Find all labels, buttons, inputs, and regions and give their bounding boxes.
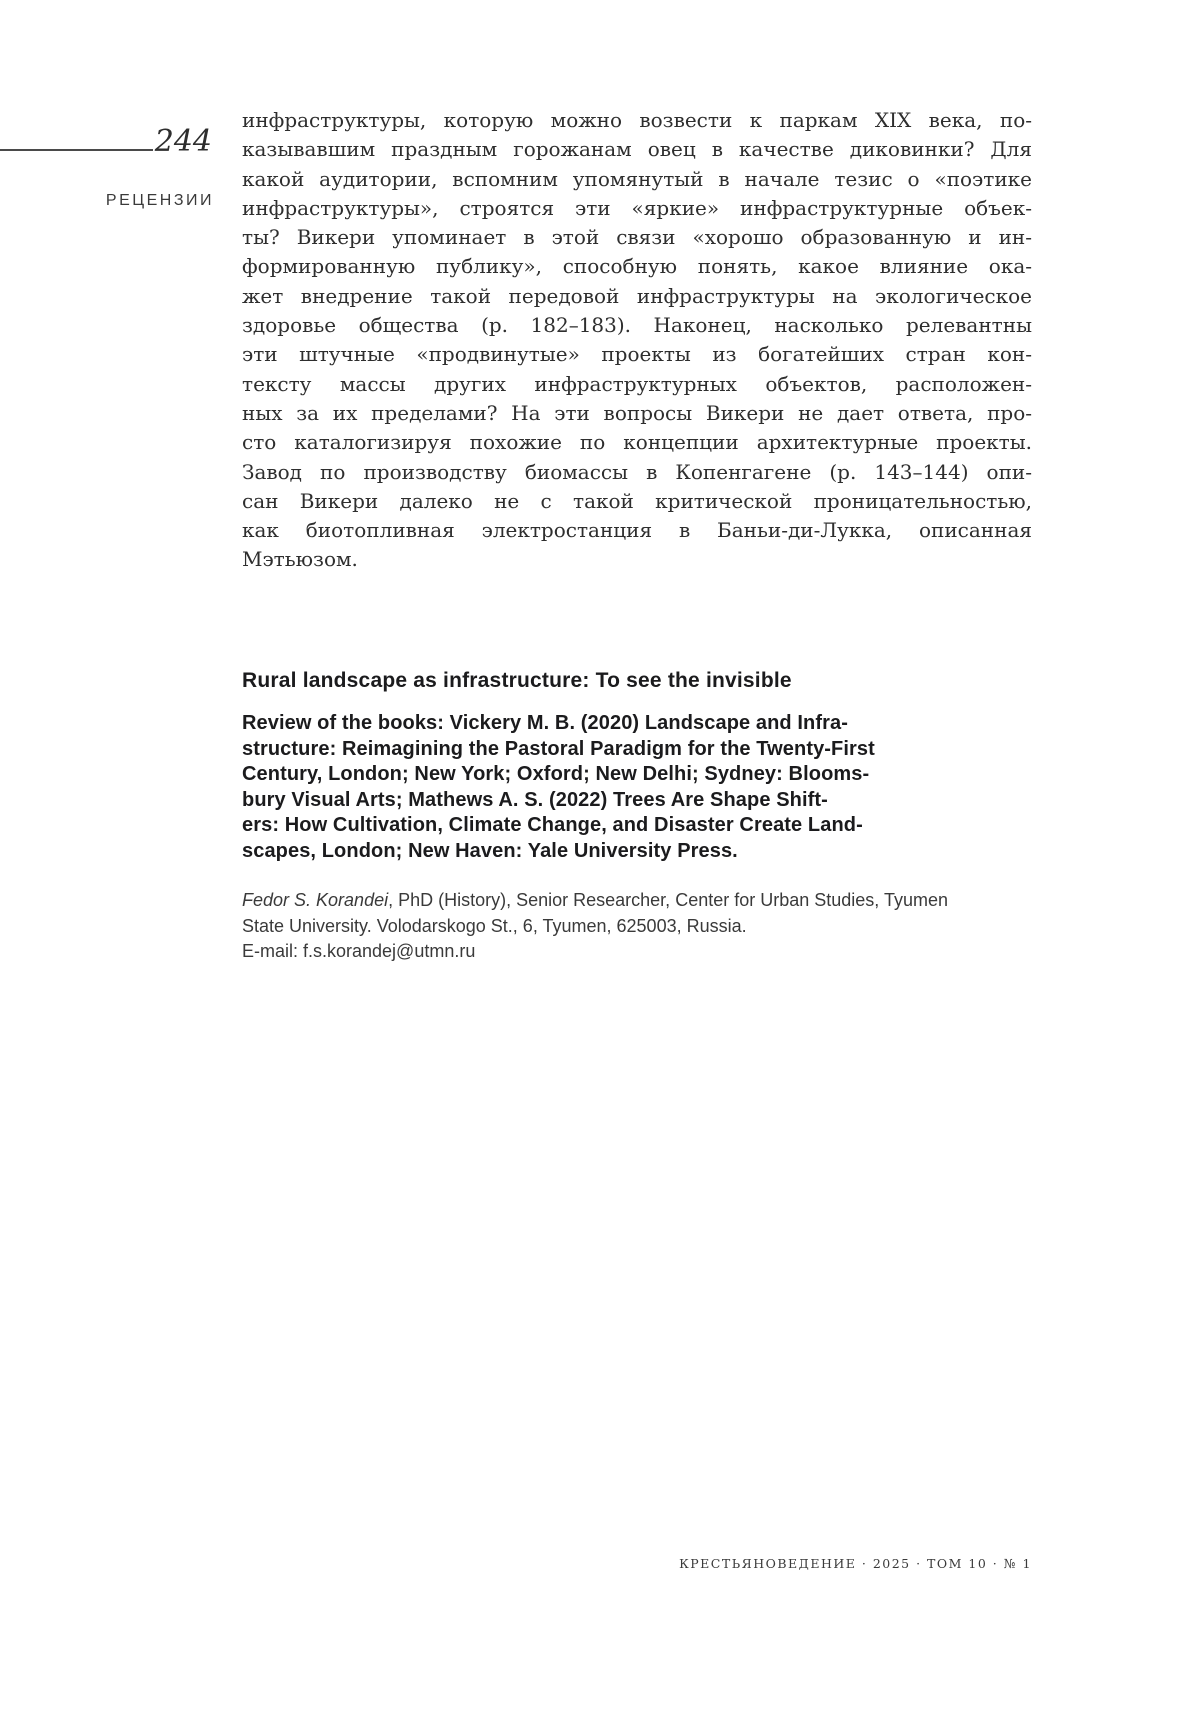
paragraph-line: ты? Викери упоминает в этой связи «хорошо образованную и ин- (242, 225, 1032, 250)
review-body-paragraph (242, 106, 1032, 575)
author-line (242, 888, 1032, 914)
paragraph-line: формированную публику», способную понять, какое влияние ока- (242, 254, 1032, 279)
paragraph-line: Мэтьюзом. (242, 547, 358, 572)
paragraph-line: здоровье общества (p. 182–183). Наконец, насколько релевантны (242, 313, 1032, 338)
author-name: Fedor S. Korandei (242, 890, 389, 910)
citation-line: Century, London; New York; Oxford; New Delhi; Sydney: Blooms- (242, 763, 870, 785)
author-address: State University. Volodarskogo St., 6, Tyumen, 625003, Russia. (242, 915, 747, 936)
page-number: 244 (154, 124, 212, 159)
paragraph-line: инфраструктуры», строятся эти «яркие» инфраструктурные объек- (242, 195, 1032, 220)
author-email: E-mail: f.s.korandej@utmn.ru (242, 941, 476, 962)
citation-line: structure: Reimagining the Pastoral Paradigm for the Twenty-First (242, 737, 875, 760)
paragraph-line: сто каталогизируя похожие по концепции архитектурные проекты. (242, 430, 1032, 455)
author-affiliation: , PhD (History), Senior Researcher, Center for Urban Studies, Tyumen (388, 890, 948, 910)
paragraph-line: Завод по производству биомассы в Копенгагене (p. 143–144) опи- (242, 459, 1032, 484)
citation-line: bury Visual Arts; Mathews A. S. (2022) Trees Are Shape Shift- (242, 788, 828, 811)
paragraph-line: эти штучные «продвинутые» проекты из богатейших стран кон- (242, 342, 1032, 367)
paragraph-line: жет внедрение такой передовой инфраструктуры на экологическое (242, 283, 1032, 308)
journal-footer: КРЕСТЬЯНОВЕДЕНИЕ · 2025 · ТОМ 10 · № 1 (679, 1556, 1032, 1571)
review-citation (242, 711, 1032, 864)
citation-line: scapes, London; New Haven: Yale University Press. (242, 839, 738, 862)
author-block (242, 888, 1032, 965)
paragraph-line: сан Викери далеко не с такой критической проницательностью, (242, 488, 1032, 513)
citation-line: Review of the books: Vickery M. B. (2020) Landscape and Infra- (242, 712, 849, 734)
paragraph-line: ных за их пределами? На эти вопросы Викери не дает ответа, про- (242, 400, 1032, 425)
paragraph-line: инфраструктуры, которую можно возвести к паркам XIX века, по- (242, 108, 1032, 132)
english-heading: Rural landscape as infrastructure: To see the invisible (242, 669, 792, 692)
paragraph-line: как биотопливная электростанция в Баньи-ди-Лукка, описанная (242, 518, 1032, 543)
paragraph-line: какой аудитории, вспомним упомянутый в начале тезис о «поэтике (242, 166, 1032, 191)
citation-line: ers: How Cultivation, Climate Change, and Disaster Create Land- (242, 814, 863, 836)
paragraph-line: тексту массы других инфраструктурных объектов, расположен- (242, 371, 1032, 396)
paragraph-line: казывавшим праздным горожанам овец в качестве диковинки? Для (242, 137, 1032, 162)
section-label: РЕЦЕНЗИИ (105, 192, 214, 209)
